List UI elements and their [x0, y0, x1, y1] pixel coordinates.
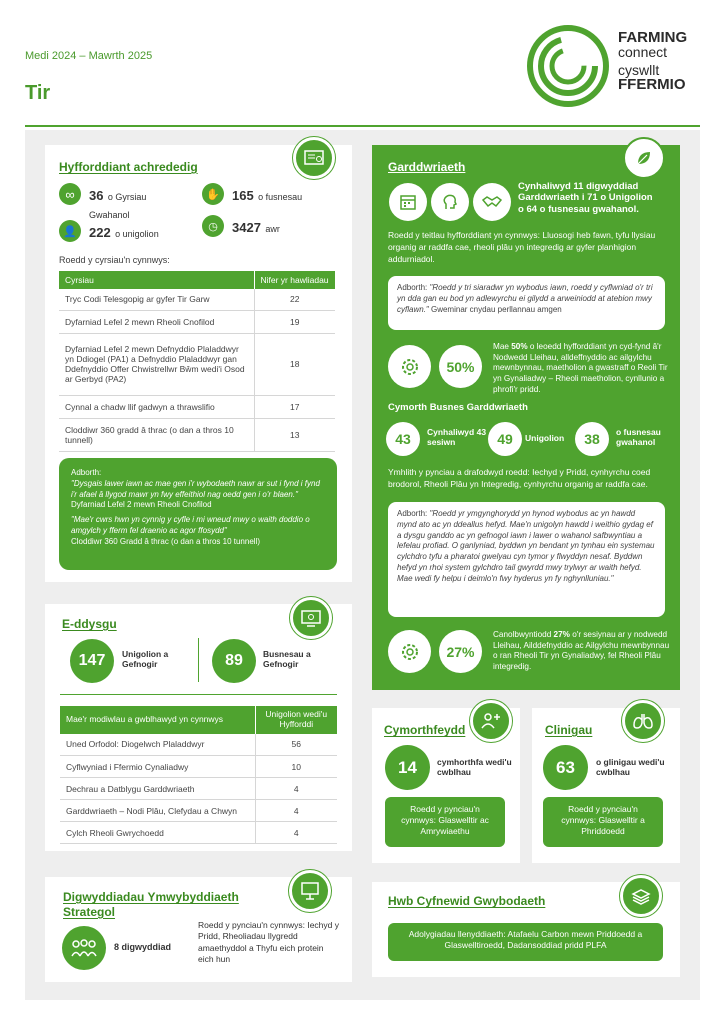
clinics-label: o glinigau wedi'u cwblhau [596, 757, 665, 778]
elearning-divider [60, 694, 337, 695]
clinics-topics: Roedd y pynciau'n cynnwys: Glaswelltir a Phriddoedd [543, 797, 663, 847]
feedback-quote-1: "Dysgais lawer iawn ac mae gen i'r wybodaeth nawr ar sut i fynd i fynd i'r afael â llygod mawr yn fwy effeithiol nag oedd gen i o'r blaen." [71, 478, 320, 499]
recycle-gear-icon [388, 345, 431, 388]
feedback-label: Adborth: [397, 283, 428, 292]
table-row: Dechrau a Datblygu Garddwriaeth 4 [60, 778, 337, 800]
ke-hub-text: Adolygiadau llenyddiaeth: Atafaelu Carbon mewn Priddoedd a Glaswelltiroedd, Dadansoddiad pridd PLFA [388, 923, 663, 961]
feedback-source-2: Cloddiwr 360 Gradd â thrac (o dan a thros 10 tunnell) [71, 536, 260, 546]
date-range: Medi 2024 – Mawrth 2025 [25, 50, 153, 62]
logo-line2: connect [618, 44, 668, 60]
clinics-title: Clinigau [545, 723, 593, 737]
courses-intro: Roedd y cyrsiau'n cynnwys: [59, 255, 170, 265]
stat-hours: 3427 awr [232, 220, 280, 235]
leaf-icon [623, 137, 665, 179]
lungs-icon [622, 700, 664, 742]
head-icon [431, 183, 469, 221]
feedback-label: Adborth: [71, 468, 102, 477]
stat-27-text: Canolbwyntiodd 27% o'r sesiynau ar y nodwedd Lleihau, Ailddefnyddio ac Ailgylchu mewnbynnau o ran Rheoli Tir yn Gynaliadwy, fel Rheoli Plâu integredig. [493, 630, 670, 671]
sessions-label: Cynhaliwyd 43 sesiwn [427, 427, 487, 448]
mentoring-count: 14 [385, 745, 430, 790]
businesses-label: o fusnesau gwahanol [616, 427, 661, 448]
logo-line4: FFERMIO [618, 76, 686, 93]
stat-businesses: 38 [575, 422, 609, 456]
accredited-title: Hyfforddiant achrededig [59, 160, 198, 174]
table-row: Dyfarniad Lefel 2 mewn Rheoli Cnofilod 19 [59, 310, 335, 333]
clinics-count: 63 [543, 745, 588, 790]
table-row: Tryc Codi Telesgopig ar gyfer Tir Garw 22 [59, 289, 335, 310]
people-plus-icon [470, 700, 512, 742]
stat-businesses-supported: 89 [212, 639, 256, 683]
table-row: Uned Orfodol: Diogelwch Plaladdwyr 56 [60, 734, 337, 756]
feedback-source: Gweminar cnydau perllannau amgen [430, 304, 562, 314]
stat-individuals-supported: 147 [70, 639, 114, 683]
person-icon: 👤 [59, 220, 81, 242]
logo-swirl-icon [526, 24, 610, 108]
stat-50-circle: 50% [439, 345, 482, 388]
horticulture-title: Garddwriaeth [388, 160, 466, 174]
courses-header-claims: Nifer yr hawliadau [254, 271, 335, 289]
table-row: Dyfarniad Lefel 2 mewn Defnyddio Plaladdwyr yn Ddiogel (PA1) a Defnyddio Plaladdwyr gan Ddefnyddio Offer Chwistrellwr Bŵm wedi'i Osod ar Gerbyd (PA2) 18 [59, 333, 335, 395]
stat-27-circle: 27% [439, 630, 482, 673]
table-row: Cyflwyniad i Ffermio Cynaliadwy 10 [60, 756, 337, 778]
table-row: Cylch Rheoli Gwrychoedd 4 [60, 822, 337, 844]
stat-businesses: 165 o fusnesau [232, 188, 303, 203]
stat-courses: 36 o Gyrsiau Gwahanol [89, 188, 147, 221]
stat-individuals: 222 o unigolion [89, 225, 159, 240]
elearning-title: E-ddysgu [62, 617, 117, 631]
individuals-label: Unigolion [525, 433, 565, 443]
accredited-feedback-box [59, 458, 337, 570]
horticulture-feedback-2 [388, 502, 665, 617]
business-topics: Ymhlith y pynciau a drafodwyd roedd: Iechyd y Pridd, cynhyrchu coed brodorol, Rheoli Plâu yn Integredig, cynhyrchu organig ar raddfa cae. [388, 467, 651, 489]
logo-line3: cyswllt [618, 62, 660, 78]
page-title: Tir [25, 82, 51, 104]
presentation-icon [289, 870, 331, 912]
horticulture-topics: Roedd y teitlau hyfforddiant yn cynnwys: Lluosogi heb fawn, tyfu llysiau organig ar raddfa cae, rheoli plâu yn integredig ar gyfer planhigion addurniadol. [388, 230, 656, 264]
table-row: Garddwriaeth – Nodi Plâu, Clefydau a Chwyn 4 [60, 800, 337, 822]
stat-individuals: 49 [488, 422, 522, 456]
strategic-title: Digwyddiadau Ymwybyddiaeth Strategol [63, 890, 239, 919]
group-people-icon [62, 926, 106, 970]
handshake-icon: ✋ [202, 183, 224, 205]
mentoring-topics: Roedd y pynciau'n cynnwys: Glaswelltir ac Amrywiaethu [385, 797, 505, 847]
strategic-topics: Roedd y pynciau'n cynnwys: Iechyd y Pridd, Rheoliadau llygredd amaethyddol a Thyfu eich protein eich hun [198, 920, 340, 965]
courses-header-course: Cyrsiau [59, 271, 254, 289]
stat-sessions: 43 [386, 422, 420, 456]
feedback-quote: "Roedd yr ymgynghorydd yn hynod wybodus ac yn hawdd mynd ato ac yn ddeallus hefyd. Mae'n unigolyn hawdd i weithio gydag ef a dysgu ganddo ac yn gefnogol iawn i lawer o wahanol safbwyntiau a lefelau profiad. O ganlyniad, byddwn yn bendant yn tynhau ein systemau cylchdro tyfu a pharatoi gwelyau cyn tymor y flwyddyn nesaf. Byddwn hefyd yn rhoi system gylchdro tail gwyrdd mwy trylwyr ar waith hefyd. Mae wedi fy helpu i deimlo'n fwy hyderus yn fy nghynlluniau." [397, 509, 655, 583]
table-row: Cloddiwr 360 gradd â thrac (o dan a thros 10 tunnell) 13 [59, 418, 335, 451]
modules-table [60, 706, 337, 844]
courses-table [59, 271, 335, 452]
stat-50-text: Mae 50% o leoedd hyfforddiant yn cyd-fynd â'r Nodwedd Lleihau, alldeffnyddio ac ailgylchu mewnbynnau, maetholion a gwastraff o Reoli Tir yn Gynaliadwy – Rheoli maetholion, cynllunio a phrofi'r pridd. [493, 342, 668, 394]
modules-header-module: Mae'r modiwlau a gwblhawyd yn cynnwys [60, 706, 255, 734]
clock-icon: ◷ [202, 215, 224, 237]
calendar-icon [389, 183, 427, 221]
feedback-quote: "Roedd y tri siaradwr yn wybodus iawn, roedd y cyflwniad o'r tri yn dda gan eu bod yn adlewyrchu ei gilydd a arweiniodd at atebion mwy cyflawn." [397, 283, 653, 314]
header-divider [25, 125, 700, 127]
ke-hub-title: Hwb Cyfnewid Gwybodaeth [388, 894, 546, 908]
books-icon [620, 875, 662, 917]
table-row: Cynnal a chadw llif gadwyn a thrawslifio 17 [59, 395, 335, 418]
feedback-source-1: Dyfarniad Lefel 2 mewn Rheoli Cnofilod [71, 500, 212, 510]
horticulture-supported: Cynhaliwyd 11 digwyddiad Garddwriaeth i 71 o Unigolion o 64 o fusnesau gwahanol. [518, 181, 653, 215]
event-count: 8 digwyddiad [114, 942, 172, 952]
feedback-label: Adborth: [397, 509, 428, 518]
handshake-icon [473, 183, 511, 221]
individuals-supported-label: Unigolion a Gefnogir [122, 649, 169, 670]
computer-certificate-icon [290, 597, 332, 639]
mentoring-label: cymhorthfa wedi'u cwblhau [437, 757, 512, 778]
businesses-supported-label: Busnesau a Gefnogir [263, 649, 311, 670]
logo-line1: FARMING [618, 29, 688, 46]
horticulture-feedback-1 [388, 276, 665, 330]
feedback-quote-2: "Mae'r cwrs hwn yn cynnig y cyfle i mi wneud mwy o waith doddio o amgylch y fferm fel draenio ac agor ffosydd" [71, 515, 310, 535]
infinity-icon: ∞ [59, 183, 81, 205]
recycle-gear-icon [388, 630, 431, 673]
certificate-icon [293, 137, 335, 179]
modules-header-trained: Unigolion wedi'u Hyfforddi [255, 706, 337, 734]
stats-divider [198, 638, 199, 682]
business-support-title: Cymorth Busnes Garddwriaeth [388, 402, 528, 413]
logo-text [618, 30, 687, 92]
mentoring-title: Cymorthfeydd [384, 723, 466, 737]
